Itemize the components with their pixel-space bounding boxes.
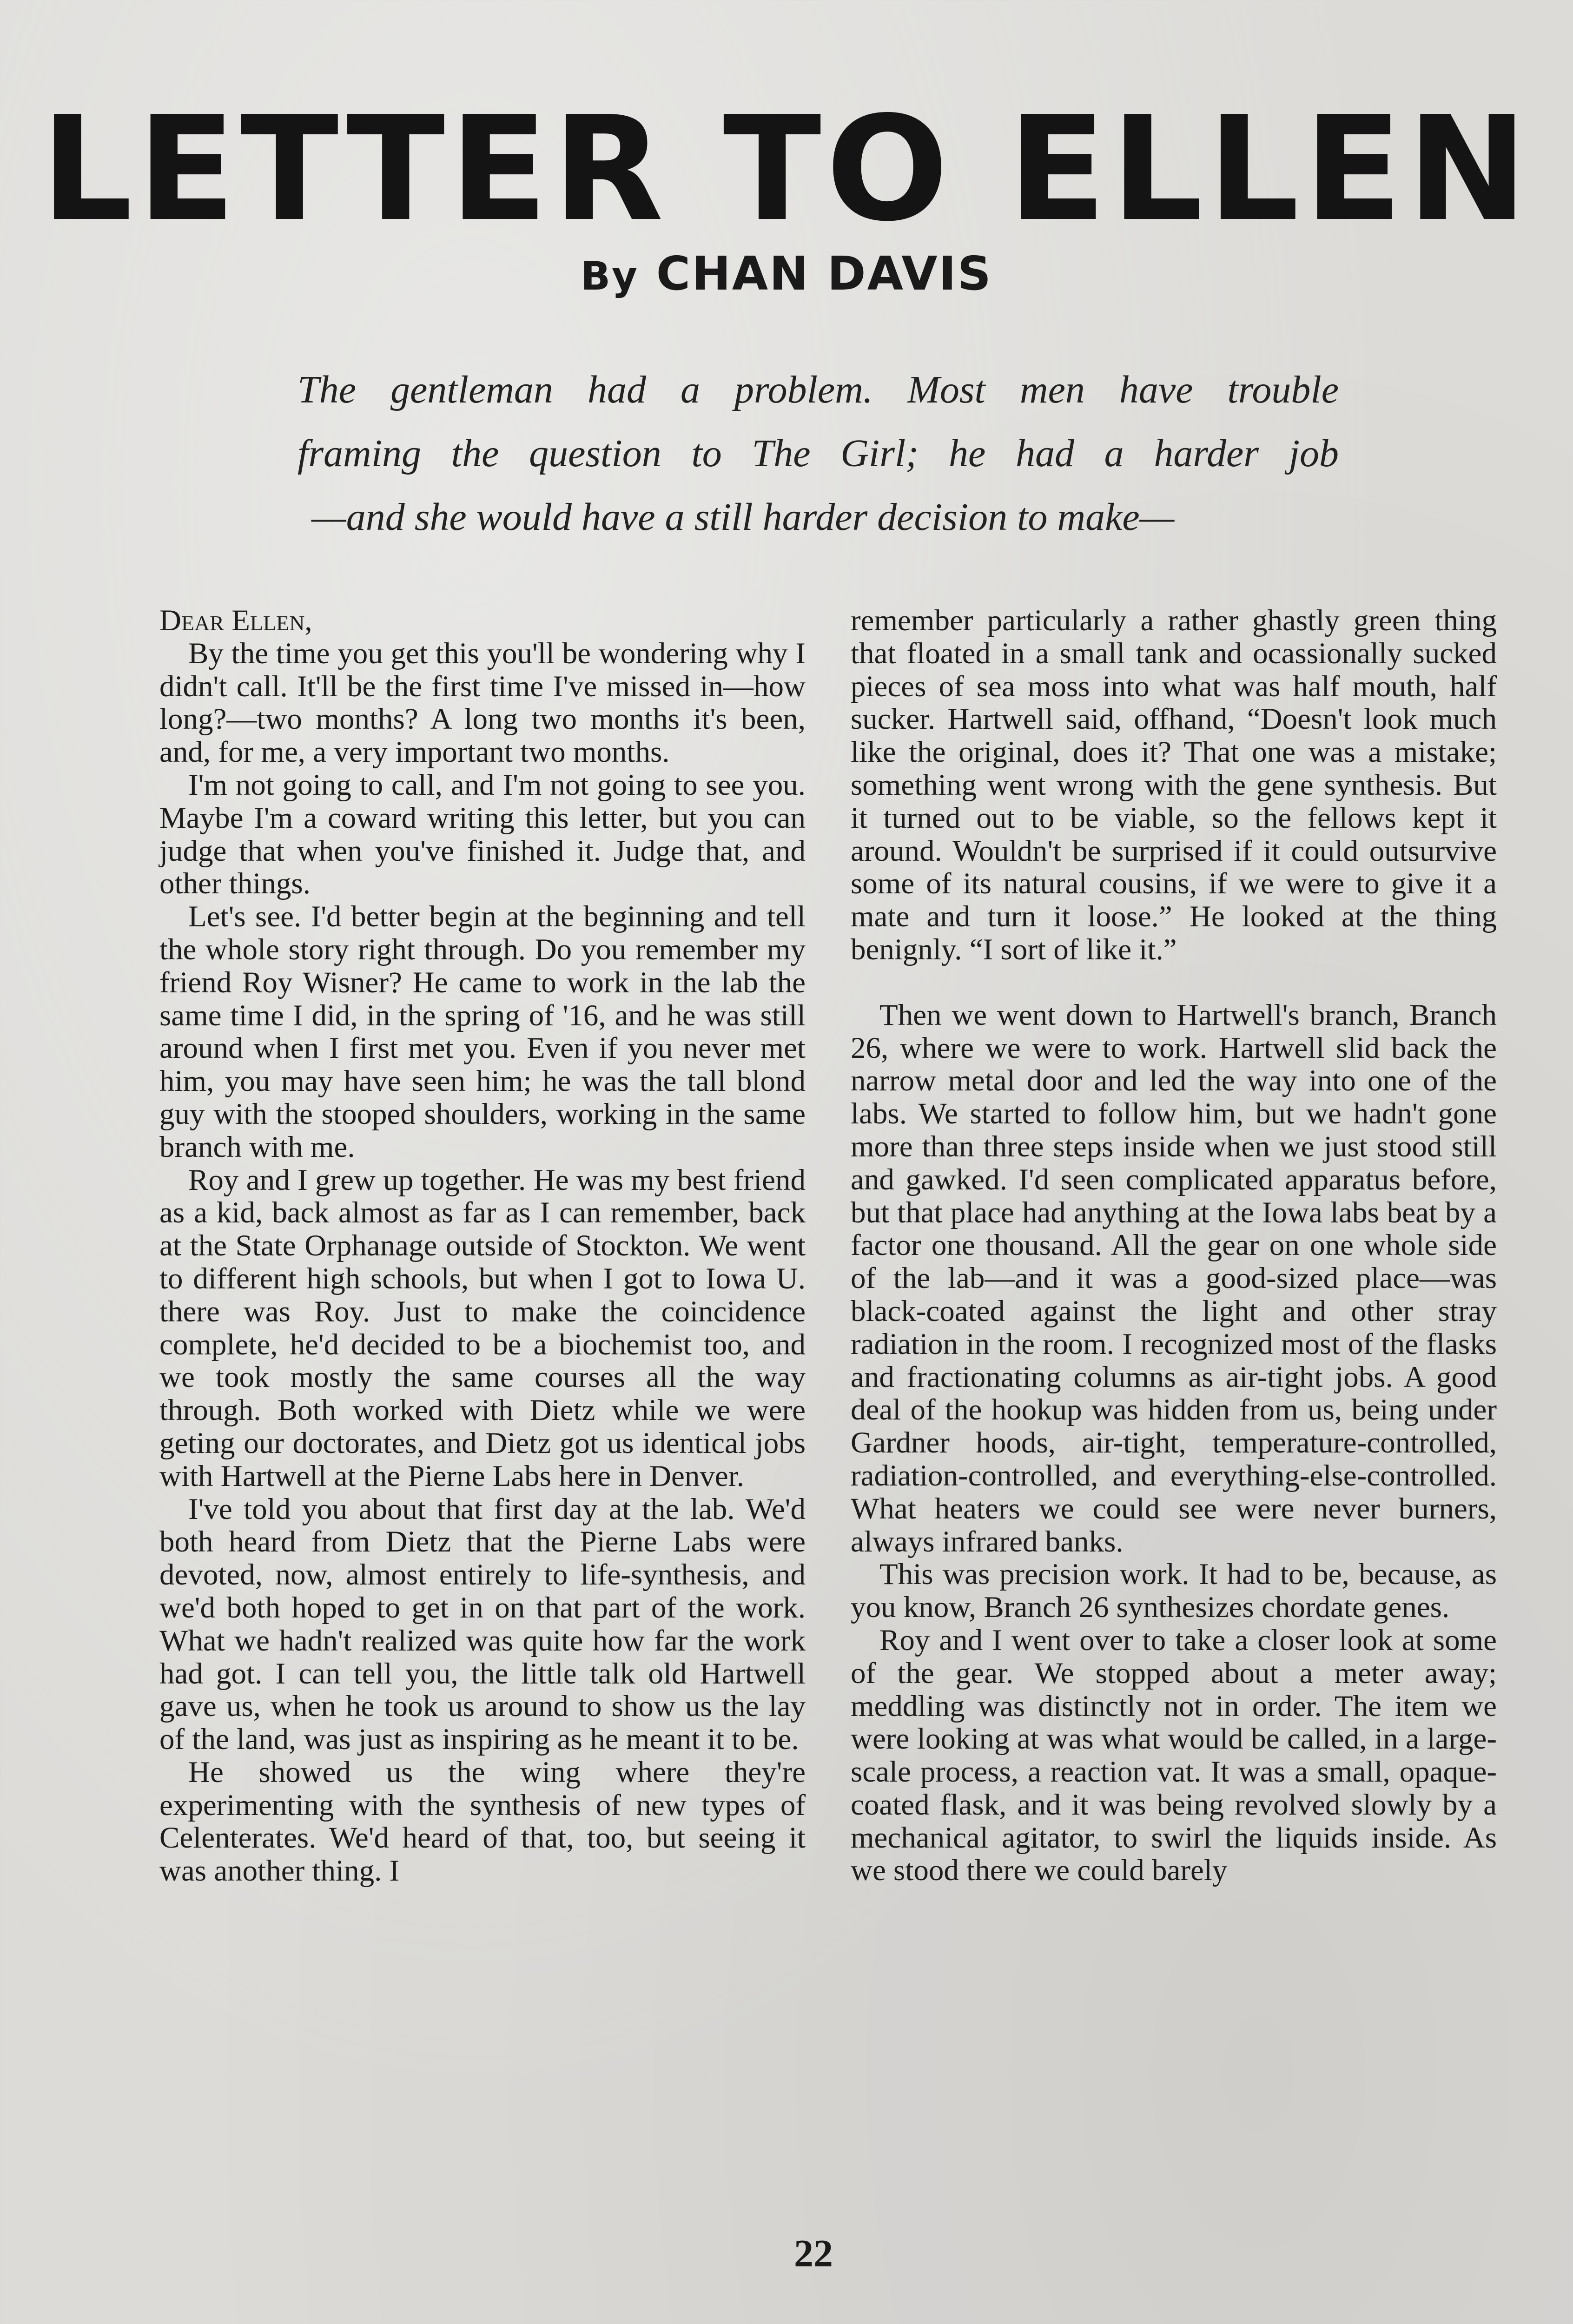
byline [0,246,1573,301]
text-column-right [851,604,1497,1887]
story-blurb [297,358,1339,549]
paragraph: I've told you about that first day at the lab. We'd both heard from Dietz that the Pierne Labs were devoted, now, almost entirely to life-synthesis, and we'd both hoped to get in on that part of the work. What we hadn't realized was quite how far the work had got. I can tell you, the little talk old Hartwell gave us, when he took us around to show us the lay of the land, was just as inspiring as he meant it to be. [159,1492,806,1756]
paragraph: By the time you get this you'll be wondering why I didn't call. It'll be the first time I've missed in—how long?—two months? A long two months it's been, and, for me, a very important two months. [159,636,806,769]
paragraph-continued: remember particularly a rather ghastly green thing that floated in a small tank and ocassionally sucked pieces of sea moss into what was half mouth, half sucker. Hartwell said, offhand, “Doesn't look much like the original, does it? That one was a mistake; something went wrong with the gene synthesis. But it turned out to be viable, so the fellows kept it around. Wouldn't be surprised if it could outsurvive some of its natural cousins, if we were to give it a mate and turn it loose.” He looked at the thing benignly. “I sort of like it.” [851,604,1497,966]
paragraph: This was precision work. It had to be, because, as you know, Branch 26 synthesizes chordate genes. [851,1558,1497,1624]
text-column-left [159,604,806,1888]
paragraph: Let's see. I'd better begin at the beginning and tell the whole story right through. Do you remember my friend Roy Wisner? He came to work in the lab the same time I did, in the spring of '16, and he was still around when I first met you. Even if you never met him, you may have seen him; he was the tall blond guy with the stooped shoulders, working in the same branch with me. [159,900,806,1164]
story-title: LETTER TO ELLEN [40,86,1533,253]
byline-prefix: By [581,253,639,299]
paragraph: I'm not going to call, and I'm not going to see you. Maybe I'm a coward writing this letter, but you can judge that when you've finished it. Judge that, and other things. [159,768,806,901]
page-number: 22 [794,2232,833,2275]
blurb-line: framing the question to The Girl; he had a harder job [297,432,1339,475]
blurb-line: The gentleman had a problem. Most men have trouble [297,368,1339,411]
author-name: CHAN DAVIS [656,246,992,301]
blurb-line: —and she would have a still harder decision to make— [311,495,1175,539]
letter-salutation: Dear Ellen, [159,604,312,637]
paragraph: Roy and I grew up together. He was my best friend as a kid, back almost as far as I can remember, back at the State Orphanage outside of Stockton. We went to different high schools, but when I got to Iowa U. there was Roy. Just to make the coincidence complete, he'd decided to be a biochemist too, and we took mostly the same courses all the way through. Both worked with Dietz while we were geting our doctorates, and Dietz got us identical jobs with Hartwell at the Pierne Labs here in Denver. [159,1163,806,1493]
paragraph: Then we went down to Hartwell's branch, Branch 26, where we were to work. Hartwell slid back the narrow metal door and led the way into one of the labs. We started to follow him, but we hadn't gone more than three steps inside when we just stood still and gawked. I'd seen complicated apparatus before, but that place had anything at the Iowa labs beat by a factor one thousand. All the gear on one whole side of the lab—and it was a good-sized place—was black-coated against the light and other stray radiation in the room. I recognized most of the flasks and fractionating columns as air-tight jobs. A good deal of the hookup was hidden from us, being under Gardner hoods, air-tight, temperature-controlled, radiation-controlled, and everything-else-controlled. What heaters we could see were never burners, always infrared banks. [851,998,1497,1558]
paragraph: He showed us the wing where they're experimenting with the synthesis of new types of Celenterates. We'd heard of that, too, but seeing it was another thing. I [159,1755,806,1888]
paragraph: Roy and I went over to take a closer look at some of the gear. We stopped about a meter away; meddling was distinctly not in order. The item we were looking at was what would be called, in a large-scale process, a reaction vat. It was a small, opaque-coated flask, and it was being revolved slowly by a mechanical agitator, to swirl the liquids inside. As we stood there we could barely [851,1623,1497,1888]
